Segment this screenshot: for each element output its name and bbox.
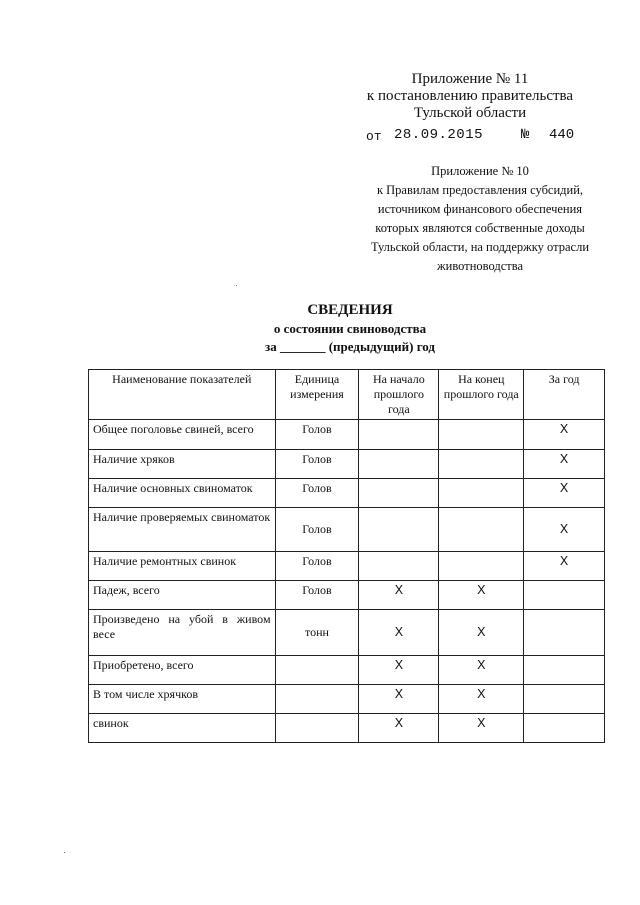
row-start: X (359, 610, 439, 656)
table-row (89, 552, 605, 581)
document-heading (200, 300, 500, 356)
header-end-of-year: На конец прошлого года (439, 370, 524, 420)
row-name: Общее поголовье свиней, всего (89, 420, 276, 450)
appendix-10-title: Приложение № 10 (431, 164, 529, 178)
row-unit: Голов (275, 581, 359, 610)
row-unit: Голов (275, 552, 359, 581)
row-year: X (524, 552, 605, 581)
row-unit (275, 656, 359, 685)
order-date-prefix: от (366, 129, 382, 144)
row-end: X (439, 656, 524, 685)
order-number: 440 (549, 127, 575, 143)
table-row (89, 450, 605, 479)
row-start: X (359, 656, 439, 685)
order-number-sign: № (521, 127, 530, 143)
table-row (89, 656, 605, 685)
appendix-11-header (330, 71, 610, 122)
row-name: Приобретено, всего (89, 656, 276, 685)
row-start (359, 450, 439, 479)
document-subtitle: о состоянии свиноводства (273, 321, 427, 336)
scan-speck (236, 285, 237, 286)
row-end (439, 479, 524, 508)
row-unit: Голов (275, 450, 359, 479)
row-start (359, 552, 439, 581)
scan-speck (64, 852, 65, 853)
appendix-10-line-6: животноводства (437, 259, 523, 273)
table-row (89, 420, 605, 450)
order-details (366, 126, 606, 146)
appendix-11-title: Приложение № 11 (411, 71, 529, 87)
order-date: 28.09.2015 (394, 127, 484, 143)
row-name: В том числе хрячков (89, 685, 276, 714)
appendix-10-line-3: источником финансового обеспечения (377, 202, 583, 216)
row-name: Падеж, всего (89, 581, 276, 610)
header-for-year: За год (524, 370, 605, 420)
row-name: Наличие основных свиноматок (89, 479, 276, 508)
row-end: X (439, 610, 524, 656)
row-unit: Голов (275, 479, 359, 508)
table-header-row (89, 370, 605, 420)
row-name: Наличие хряков (89, 450, 276, 479)
table-row (89, 685, 605, 714)
row-start (359, 508, 439, 552)
pig-farming-table (88, 369, 605, 743)
appendix-11-region: Тульской области (413, 105, 527, 121)
table-row (89, 508, 605, 552)
row-start: X (359, 581, 439, 610)
row-year (524, 685, 605, 714)
appendix-10-line-2: к Правилам предоставления субсидий, (376, 183, 584, 197)
table-row (89, 479, 605, 508)
row-year (524, 714, 605, 743)
document-title: СВЕДЕНИЯ (307, 302, 393, 318)
document-period: за _______ (предыдущий) год (265, 339, 435, 354)
row-start (359, 479, 439, 508)
header-indicator: Наименование показателей (89, 370, 276, 420)
row-end (439, 508, 524, 552)
row-unit: Голов (275, 508, 359, 552)
row-end (439, 420, 524, 450)
row-start (359, 420, 439, 450)
row-year: X (524, 479, 605, 508)
appendix-10-line-5: Тульской области, на поддержку отрасли (370, 240, 590, 254)
table-row (89, 714, 605, 743)
row-year: X (524, 450, 605, 479)
table-row (89, 581, 605, 610)
row-end (439, 552, 524, 581)
row-end (439, 450, 524, 479)
row-end: X (439, 714, 524, 743)
header-start-of-year: На начало прошлого года (359, 370, 439, 420)
row-unit: тонн (275, 610, 359, 656)
appendix-11-reference: к постановлению правительства (366, 88, 574, 104)
row-end: X (439, 685, 524, 714)
row-unit: Голов (275, 420, 359, 450)
row-name: Наличие ремонтных свинок (89, 552, 276, 581)
row-year: X (524, 420, 605, 450)
row-name: Произведено на убой в живом весе (89, 610, 276, 656)
appendix-10-header (330, 162, 630, 276)
row-year (524, 656, 605, 685)
row-unit (275, 714, 359, 743)
row-unit (275, 685, 359, 714)
row-end: X (439, 581, 524, 610)
table-row (89, 610, 605, 656)
row-year (524, 610, 605, 656)
row-year (524, 581, 605, 610)
row-start: X (359, 714, 439, 743)
appendix-10-line-4: которых являются собственные доходы (375, 221, 585, 235)
row-name: свинок (89, 714, 276, 743)
header-unit: Единица измерения (275, 370, 359, 420)
row-start: X (359, 685, 439, 714)
row-name: Наличие проверяемых свиноматок (89, 508, 276, 552)
row-year: X (524, 508, 605, 552)
